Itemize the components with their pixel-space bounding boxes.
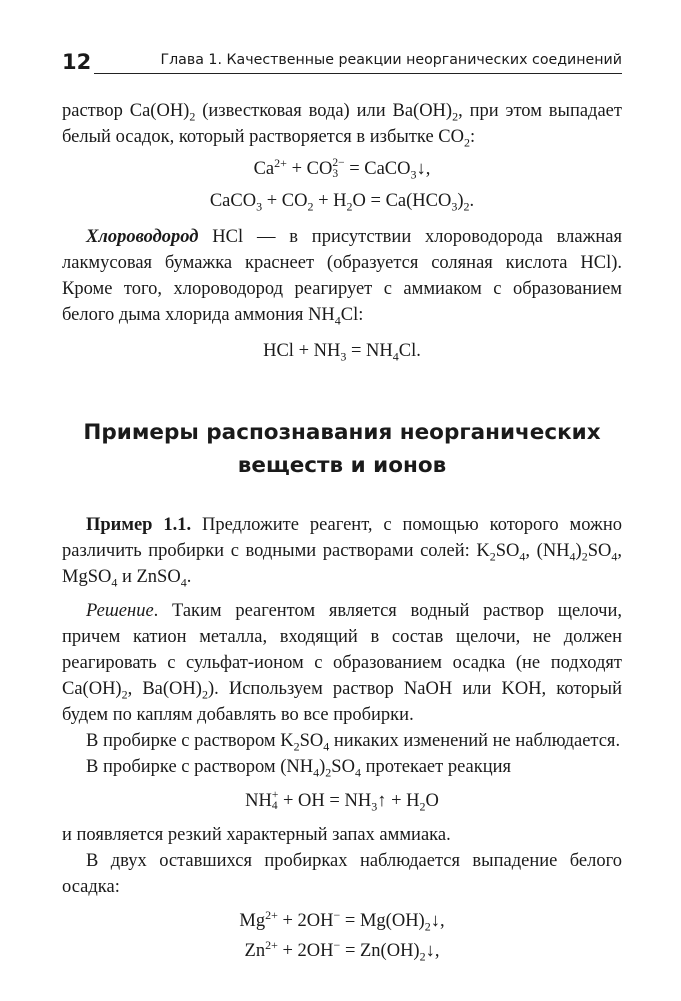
paragraph-solution: Решение. Таким реагентом является водный раствор щелочи, причем катион металла, входящий в состав щелочи, не должен реагировать с сульфат-ионом с образованием осадка (не подходят $Ca(OH)_2$, $Ba(OH)_2$). Используем раствор NaOH или KOH, который будем по каплям добавлять во все пробирки.	[62, 601, 623, 725]
paragraph-co2: раствор $Ca(OH)_2$ (известковая вода) или $Ba(OH)_2$, при этом выпадает белый осадок, который растворяется в избытке $CO_2$:	[62, 101, 622, 150]
header-rule	[94, 73, 622, 74]
equation-2: CaCO$_3$ + $CO_2 + H_2O = Ca(HCO_3)_2$.	[209, 191, 475, 214]
example-label: Пример 1.1.	[86, 515, 192, 535]
paragraph-hcl: Хлороводород HCl — в присутствии хлороводорода влажная лакмусовая бумажка краснеет (образуется соляная кислота HCl). Кроме того, хлороводород реагирует с аммиаком с образованием белого дыма хлорида аммония $NH_4Cl$:	[62, 227, 622, 328]
book-page	[62, 44, 622, 964]
running-header	[62, 44, 622, 74]
equation-1: $Ca^{2+}$ + CO 2− 3 = CaCO$_3$↓,	[253, 155, 431, 182]
solution-label: Решение	[86, 601, 154, 621]
section-heading: Примеры распознавания неорганических веществ и ионов	[83, 420, 601, 478]
equation-6: $Zn^{2+} + 2OH^-$ = $Zn(OH)_2↓$,	[244, 937, 440, 964]
paragraph-ammonia: и появляется резкий характерный запах аммиака.	[62, 825, 451, 845]
paragraph-nh4: В пробирке с раствором $(NH_4)_2SO_4$ протекает реакция	[86, 757, 512, 780]
equation-3: HCl + $NH_3 = NH_4Cl$.	[263, 341, 421, 364]
page-number: 12	[62, 50, 92, 74]
term-hydrogen-chloride: Хлороводород	[86, 227, 199, 247]
paragraph-example: Пример 1.1. Предложите реагент, с помощью которого можно различить пробирки с водными растворами солей: $K_2SO_4$, $(NH_4)_2SO_4$, MgSO$_4$ и ZnSO$_4$.	[62, 515, 622, 590]
equation-4: NH + 4 + OH = $NH_3↑ + H_2O$	[245, 788, 439, 814]
paragraph-remaining: В двух оставшихся пробирках наблюдается выпадение белого осадка:	[62, 851, 622, 897]
chapter-title: Глава 1. Качественные реакции неорганических соединений	[160, 52, 622, 68]
paragraph-k2so4: В пробирке с раствором $K_2SO_4$ никаких изменений не наблюдается.	[86, 731, 621, 754]
equation-5: $Mg^{2+} + 2OH^-$ = $Mg(OH)_2↓$,	[239, 907, 445, 934]
